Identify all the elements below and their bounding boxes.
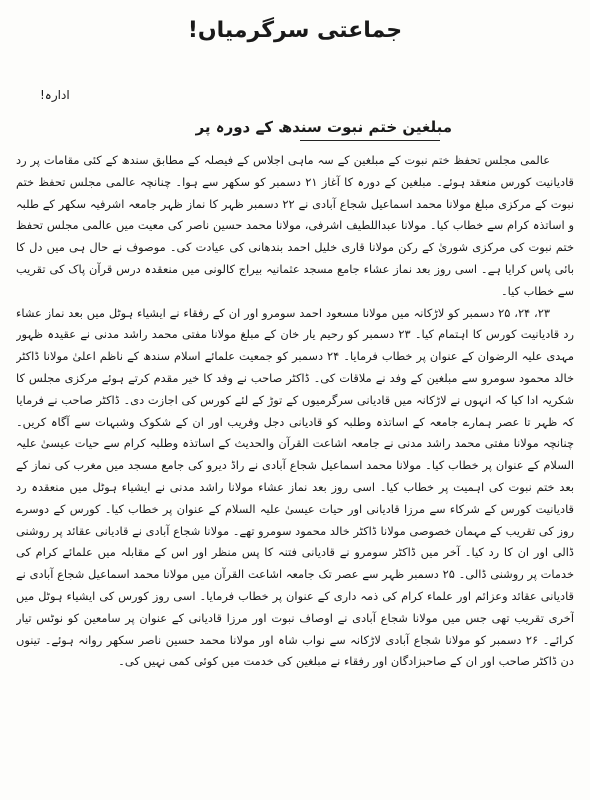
paragraph: ۲۳، ۲۴، ۲۵ دسمبر کو لاڑکانہ میں مولانا مسعود احمد سومرو اور ان کے رفقاء نے ایشیاء ہوٹل میں بعد نماز عشاء رد قادیانیت کورس کا اہتمام کیا۔ ۲۳ دسمبر کو رحیم یار خان کے مبلغ مولانا مفتی محمد راشد مدنی نے عقیدہ ظہور مہدی علیہ الرضوان کے عنوان پر خطاب فرمایا۔ ۲۴ دسمبر کو جمعیت علمائے اسلام سندھ کے ناظم اعلیٰ مولانا ڈاکٹر خالد محمود سومرو سے مبلغین کے وفد نے ملاقات کی۔ ڈاکٹر صاحب نے وفد کا خیر مقدم کرتے ہوئے مرکزی مجلس کا شکریہ ادا کیا کہ انہوں نے لاڑکانہ میں قادیانی سرگرمیوں کے توڑ کے لئے کورس کی اجازت دی۔ ڈاکٹر صاحب نے فرمایا کہ ظہر تا عصر ہمارے جامعہ کے اساتذہ وطلبہ کو قادیانی دجل وفریب اور ان کے شکوک وشبہات سے آگاہ کریں۔ چنانچہ مولانا مفتی محمد راشد مدنی نے جامعہ اشاعت القرآن والحدیث کے اساتذہ وطلبہ کرام سے حیات عیسیٰ علیہ السلام کے عنوان پر خطاب کیا۔ مولانا محمد اسماعیل شجاع آبادی نے راڈ دیرو کی جامع مسجد میں مغرب کی نماز کے بعد ختم نبوت کی اہمیت پر خطاب کیا۔ اسی روز بعد نماز عشاء مولانا راشد مدنی نے ایشیاء ہوٹل میں منعقدہ رد قادیانیت کورس کے شرکاء سے مرزا قادیانی اور حیات عیسیٰ علیہ السلام کے عنوان پر خطاب کیا۔ کورس کے دوسرے روز کی تقریب کے مہمان خصوصی مولانا ڈاکٹر خالد محمود سومرو تھے۔ مولانا شجاع آبادی نے قادیانی عقائد پر روشنی ڈالی اور ان کا رد کیا۔ آخر میں ڈاکٹر سومرو نے قادیانی فتنہ کا پس منظر اور اس کے مقابلہ میں علمائے کرام کی خدمات پر روشنی ڈالی۔ ۲۵ دسمبر ظہر سے عصر تک جامعہ اشاعت القرآن میں مولانا محمد اسماعیل شجاع آبادی نے قادیانی عقائد وعزائم اور علماء کرام کی ذمہ داری کے عنوان پر خطاب فرمایا۔ اسی روز کورس کی ایشیاء ہوٹل میں آخری تقریب تھی جس میں مولانا شجاع آبادی نے اوصاف نبوت اور مرزا قادیانی کے عنوان پر سامعین کو نوٹس تیار کرائے۔ ۲۶ دسمبر کو مولانا شجاع آبادی لاڑکانہ سے نواب شاہ اور مولانا محمد حسین ناصر سکھر روانہ ہوئے۔ تینوں دن ڈاکٹر صاحب اور ان کے صاحبزادگان اور رفقاء نے مبلغین کی خدمت میں کوئی کمی نہیں کی۔ <box>16 305 574 669</box>
byline: ادارہ! <box>40 88 70 102</box>
paragraph: عالمی مجلس تحفظ ختم نبوت کے مبلغین کے سہ ماہی اجلاس کے فیصلہ کے مطابق سندھ کے کئی مقامات پر رد قادیانیت کورس منعقد ہوئے۔ مبلغین کے دورہ کا آغاز ۲۱ دسمبر کو سکھر سے ہوا۔ چنانچہ عالمی مجلس تحفظ ختم نبوت کے مرکزی مبلغ مولانا محمد اسماعیل شجاع آبادی نے ۲۲ دسمبر ظہر کا نماز ظہر جامعہ اشرفیہ سکھر کے طلبہ و اساتذہ کرام سے خطاب کیا۔ مولانا عبداللطیف اشرفی، مولانا محمد حسین ناصر کی معیت میں عالمی مجلس تحفظ ختم نبوت کی مرکزی شوریٰ کے رکن مولانا قاری خلیل احمد بندھانی کی عیادت کی۔ موصوف نے حال ہی میں دل کا بائی پاس کرایا ہے۔ اسی روز بعد نماز عشاء جامع مسجد عثمانیہ بیراج کالونی میں منعقدہ درس قرآن پاک کی تقریب سے خطاب کیا۔ <box>16 153 574 298</box>
article-body <box>16 150 574 795</box>
heading-underline <box>300 140 440 141</box>
page-title: جماعتی سرگرمیاں! <box>187 18 403 43</box>
section-heading: مبلغین ختم نبوت سندھ کے دورہ پر <box>195 118 452 136</box>
